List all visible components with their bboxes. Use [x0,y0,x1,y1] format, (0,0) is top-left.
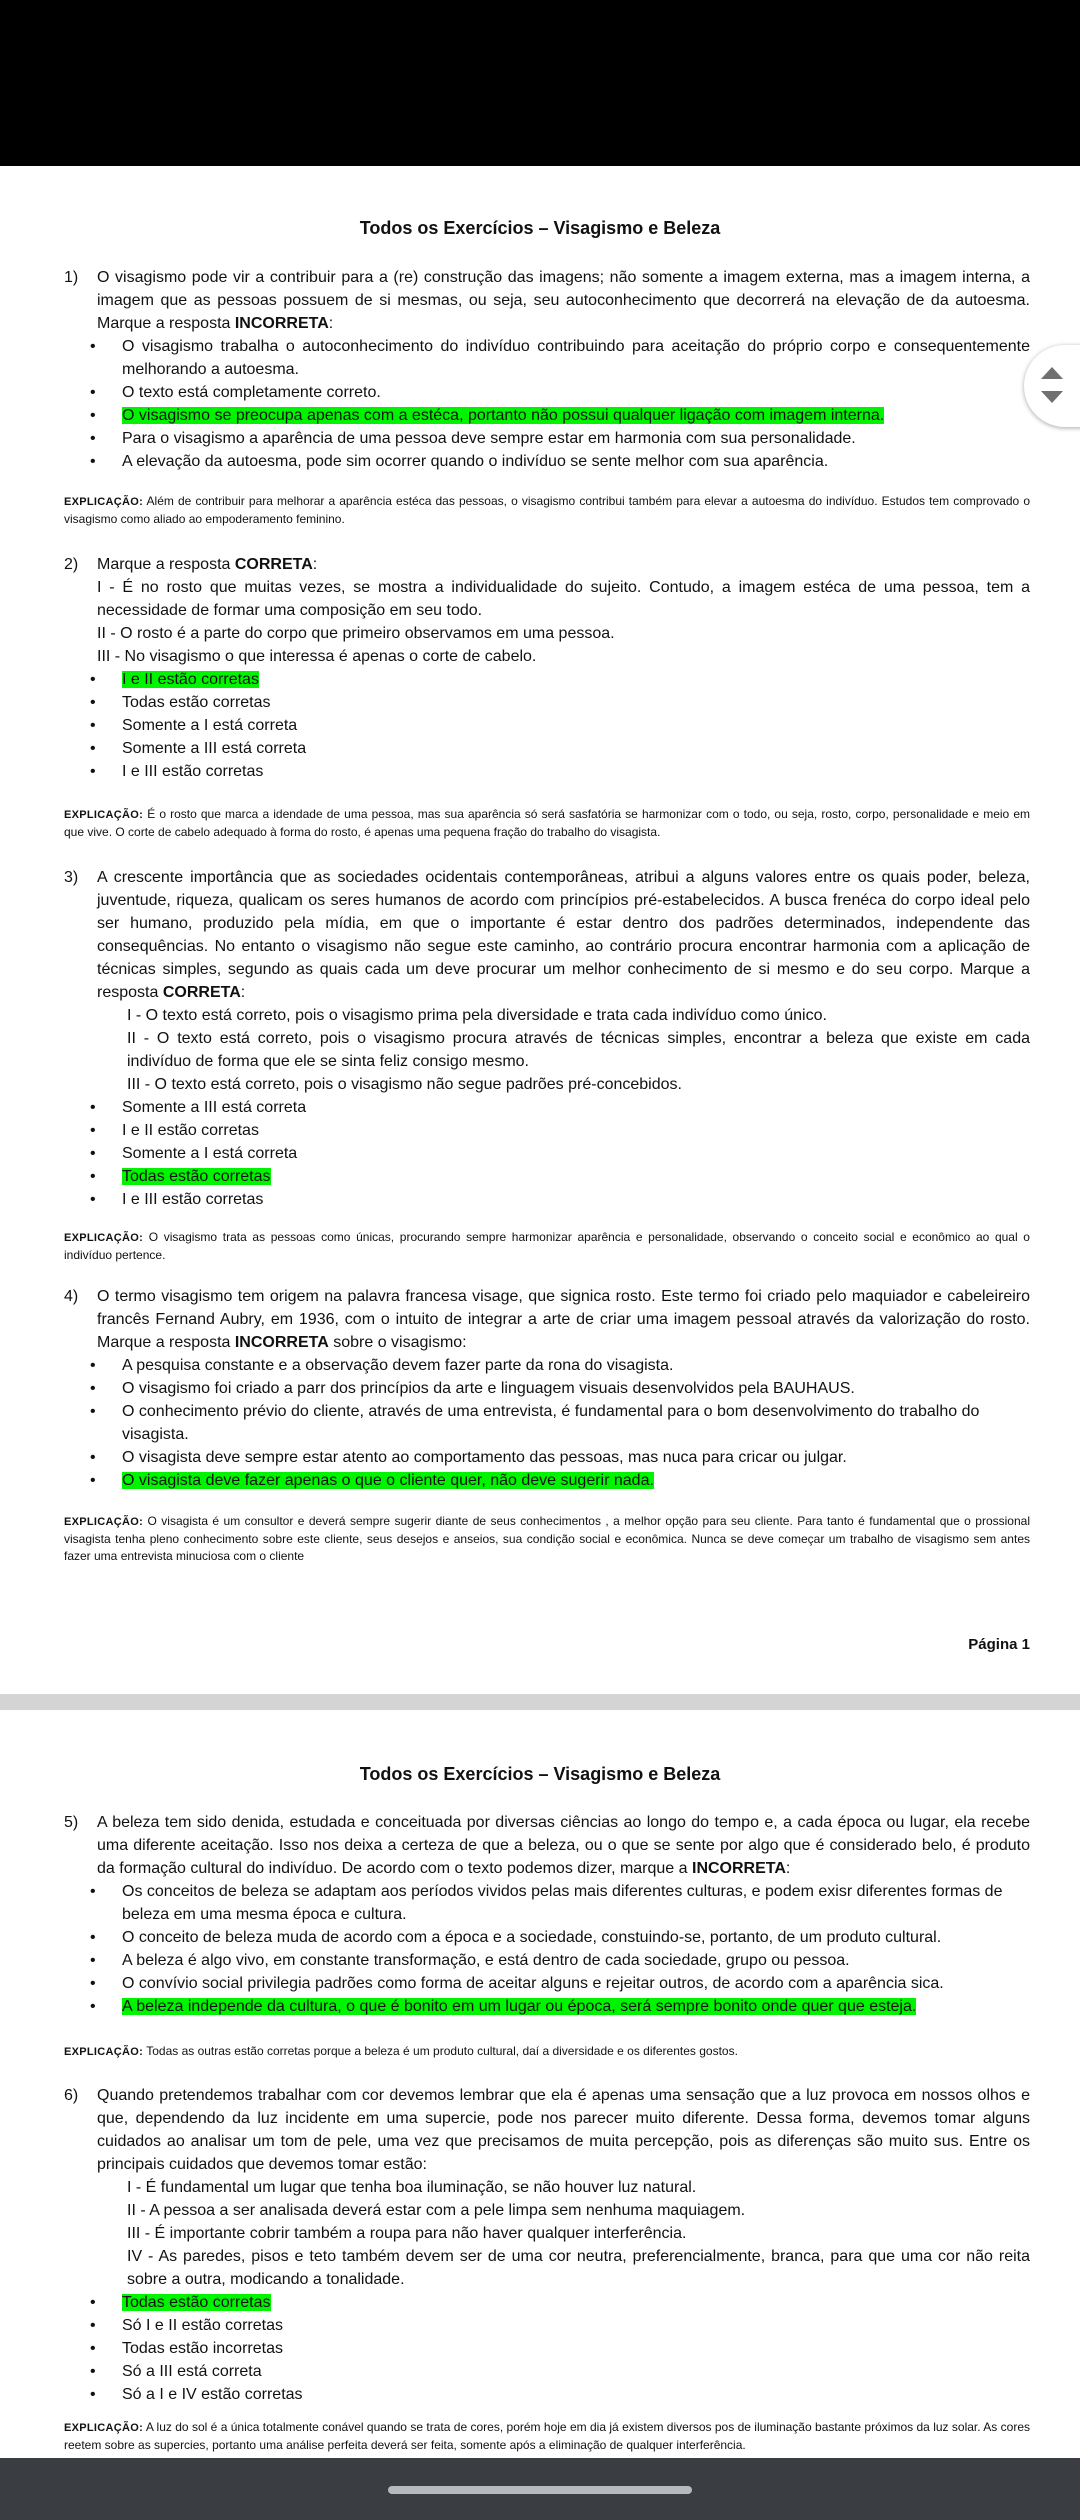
option: • A pesquisa constante e a observação devem fazer parte da rona do visagista. [122,1354,1030,1377]
question-text: A beleza tem sido denida, estudada e conceituada por diversas ciências ao longo do tempo e, a cada época ou lugar, ela recebe uma diferente aceitação. Isso nos deixa a certeza de que a beleza, ou o que se sente por algo que é considerado belo, é produto da formação cultural do indivíduo. De acordo com o texto podemos dizer, marque a [97,1814,1030,1877]
statement: I - É no rosto que muitas vezes, se mostra a individualidade do sujeito. Contudo, a imagem estéca de uma pessoa, tem a necessidade de formar uma composição em seu todo. [97,579,1030,619]
statement: III - No visagismo o que interessa é apenas o corte de cabelo. [97,648,537,665]
explanation-5 [64,2043,1030,2061]
chevron-up-icon[interactable] [1041,367,1063,379]
option: • Todas estão corretas [122,691,1030,714]
explanation-label: EXPLICAÇÃO: [64,2046,144,2058]
option: • A elevação da autoesma, pode sim ocorrer quando o indivíduo se sente melhor com sua aparência. [122,450,1030,473]
document-page-1 [0,166,1080,1694]
answer-highlight: O visagista deve fazer apenas o que o cliente quer, não deve sugerir nada. [122,1472,654,1489]
option: • O visagismo foi criado a parr dos princípios da arte e linguagem visuais desenvolvidos pela BAUHAUS. [122,1377,1030,1400]
option-list [64,1096,1030,1211]
option: • Somente a III está correta [122,737,1030,760]
question-1: 1) O visagismo pode vir a contribuir para a (re) construção das imagens; não somente a imagem externa, mas a imagem interna, a imagem que as pessoas possuem de si mesmas, ou seja, seu autoconhecimento que decorrerá na elevação de da autoesma. Marque a resposta INCORRETA: • O visagismo trabalha o autoconhecimento do indivíduo contribuindo para aceitação do próprio corpo e consequentemente melhorando a autoesma. • O texto está completamente correto. • O visagismo se preocupa apenas com a estéca, portanto não possui qualquer ligação com imagem interna. • Para o visagismo a aparência de uma pessoa deve sempre estar em harmonia com sua personalidade. • A elevação da autoesma, pode sim ocorrer quando o indivíduo se sente melhor com sua aparência. [64,266,1030,473]
top-black-bar [0,0,1080,166]
option-correct [122,404,1030,427]
option: • I e III estão corretas [122,1188,1030,1211]
option: • Somente a I está correta [122,714,1030,737]
explanation-label: EXPLICAÇÃO: [64,2422,144,2434]
explanation-label: EXPLICAÇÃO: [64,496,144,508]
navigation-bar [0,2458,1080,2520]
statement: I - O texto está correto, pois o visagismo prima pela diversidade e trata cada indivíduo como único. [127,1007,827,1024]
page-title: Todos os Exercícios – Visagismo e Beleza [359,1764,721,1784]
explanation-label: EXPLICAÇÃO: [64,809,144,821]
question-number: 3) [64,869,79,886]
option: • O texto está completamente correto. [122,381,1030,404]
question-2: 2) Marque a resposta CORRETA: I - É no rosto que muitas vezes, se mostra a individualidade do sujeito. Contudo, a imagem estéca de uma pessoa, tem a necessidade de formar uma composição em seu todo. II - O rosto é a parte do corpo que primeiro observamos em uma pessoa. III - No visagismo o que interessa é apenas o corte de cabelo. • I e II estão corretas • Todas estão corretas • Somente a I está correta • Somente a III está correta • I e III estão corretas [64,553,1030,783]
answer-highlight: Todas estão corretas [122,2294,271,2311]
question-number: 5) [64,1814,79,1831]
question-number: 1) [64,269,79,286]
explanation-label: EXPLICAÇÃO: [64,1232,144,1244]
option: • O conceito de beleza muda de acordo com a época e a sociedade, constuindo-se, portanto, de um produto cultural. [122,1926,1030,1949]
explanation-text: É o rosto que marca a idendade de uma pessoa, mas sua aparência só será sasfatória se harmonizar com o todo, ou seja, rosto, corpo, personalidade e meio em que vive. O corte de cabelo adequado à forma do rosto, é apenas uma pequena fração do trabalho do visagista. [64,807,1030,839]
option: • I e III estão corretas [122,760,1030,783]
question-text: Marque a resposta [97,556,231,573]
option-correct [122,668,1030,691]
home-gesture-bar[interactable] [388,2486,692,2494]
explanation-1 [64,493,1030,528]
explanation-3 [64,1229,1030,1264]
question-text: A crescente importância que as sociedades ocidentais contemporâneas, atribui a alguns valores entre os quais poder, beleza, juventude, riqueza, qualicam os seres humanos de acordo com princípios pré-estabelecidos. A busca frenéca do corpo ideal pelo ser humano, produzido pela mídia, em que o importante é estar dentro dos padrões determinados, independente das consequências. No entanto o visagismo não segue este caminho, ao contrário procura encontrar harmonia com a aplicação de técnicas simples, segundo as quais cada um deve procurar um melhor conhecimento de si mesmo e do seu corpo. Marque a resposta [97,869,1030,1001]
question-3: 3) A crescente importância que as sociedades ocidentais contemporâneas, atribui a alguns valores entre os quais poder, beleza, juventude, riqueza, qualicam os seres humanos de acordo com princípios pré-estabelecidos. A busca frenéca do corpo ideal pelo ser humano, produzido pela mídia, em que o importante é estar dentro dos padrões determinados, independente das consequências. No entanto o visagismo não segue este caminho, ao contrário procura encontrar harmonia com a aplicação de técnicas simples, segundo as quais cada um deve procurar um melhor conhecimento de si mesmo e do seu corpo. Marque a resposta CORRETA: I - O texto está correto, pois o visagismo prima pela diversidade e trata cada indivíduo como único. II - O texto está correto, pois o visagismo procura através de técnicas simples, encontrar a beleza que existe em cada indivíduo de forma que ele se sinta feliz consigo mesmo. III - O texto está correto, pois o visagismo não segue padrões pré-concebidos. • Somente a III está correta • I e II estão corretas • Somente a I está correta • Todas estão corretas • I e III estão corretas [64,866,1030,1211]
question-text: O termo visagismo tem origem na palavra francesa visage, que signica rosto. Este termo foi criado pelo maquiador e cabeleireiro francês Fernand Aubry, em 1936, com o intuito de integrar a arte de criar uma imagem pessoal através da valorização do rosto. Marque a resposta [97,1288,1030,1351]
option-correct [122,2291,1030,2314]
option-correct [122,1165,1030,1188]
page-title: Todos os Exercícios – Visagismo e Beleza [359,218,721,238]
option: • A beleza é algo vivo, em constante transformação, e está dentro de cada sociedade, grupo ou pessoa. [122,1949,1030,1972]
question-keyword: INCORRETA [234,1334,329,1351]
explanation-text: O visagismo trata as pessoas como únicas, procurando sempre harmonizar aparência e personalidade, observando o conceito social e econômico ao qual o indivíduo pertence. [64,1230,1030,1262]
option: • Somente a III está correta [122,1096,1030,1119]
statement: I - É fundamental um lugar que tenha boa iluminação, se não houver luz natural. [127,2179,697,2196]
option-list [64,1354,1030,1492]
option: • O visagista deve sempre estar atento ao comportamento das pessoas, mas nuca para cricar ou julgar. [122,1446,1030,1469]
statement: II - O rosto é a parte do corpo que primeiro observamos em uma pessoa. [97,625,615,642]
question-keyword: INCORRETA [692,1860,786,1877]
question-number: 4) [64,1288,79,1305]
question-keyword: CORRETA [162,984,241,1001]
question-number: 2) [64,556,79,573]
option: • I e II estão corretas [122,1119,1030,1142]
answer-highlight: I e II estão corretas [122,671,259,688]
answer-highlight: Todas estão corretas [122,1168,271,1185]
explanation-2 [64,806,1030,841]
page-number: Página 1 [968,1636,1030,1653]
option: • Só a I e IV estão corretas [122,2383,1030,2406]
option: • O conhecimento prévio do cliente, através de uma entrevista, é fundamental para o bom desenvolvimento do trabalho do visagista. [122,1400,1030,1446]
question-5: 5) A beleza tem sido denida, estudada e conceituada por diversas ciências ao longo do tempo e, a cada época ou lugar, ela recebe uma diferente aceitação. Isso nos deixa a certeza de que a beleza, ou o que se sente por algo que é considerado belo, é produto da formação cultural do indivíduo. De acordo com o texto podemos dizer, marque a INCORRETA: • Os conceitos de beleza se adaptam aos períodos vividos pelas mais diferentes culturas, e podem exisr diferentes formas de beleza em uma mesma época e cultura. • O conceito de beleza muda de acordo com a época e a sociedade, constuindo-se, portanto, de um produto cultural. • A beleza é algo vivo, em constante transformação, e está dentro de cada sociedade, grupo ou pessoa. • O convívio social privilegia padrões como forma de aceitar alguns e rejeitar outros, de acordo com a aparência sica. • A beleza independe da cultura, o que é bonito em um lugar ou época, será sempre bonito onde quer que esteja. [64,1811,1030,2018]
question-text: Quando pretendemos trabalhar com cor devemos lembrar que ela é apenas uma sensação que a luz provoca em nossos olhos e que, dependendo da luz incidente em uma supercie, pode nos parecer muito diferente. Dessa forma, devemos tomar alguns cuidados ao analisar um tom de pele, uma vez que precisamos de muita percepção, pois as diferenças são muito sus. Entre os principais cuidados que devemos tomar estão: [97,2087,1030,2173]
option: • Só I e II estão corretas [122,2314,1030,2337]
option: • Os conceitos de beleza se adaptam aos períodos vividos pelas mais diferentes culturas, e podem exisr diferentes formas de beleza em uma mesma época e cultura. [122,1880,1030,1926]
explanation-text: A luz do sol é a única totalmente conável quando se trata de cores, porém hoje em dia já existem diversos pos de iluminação bastante próximos da luz solar. As cores reetem sobre as supercies, portanto uma análise perfeita deverá ser feita, somente após a eliminação de qualquer interferência. [64,2420,1031,2452]
option-correct [122,1469,1030,1492]
statement: III - É importante cobrir também a roupa para não haver qualquer interferência. [127,2225,687,2242]
option: • Todas estão incorretas [122,2337,1030,2360]
option-list [64,2291,1030,2406]
explanation-4 [64,1513,1030,1565]
option: • Só a III está correta [122,2360,1030,2383]
option: • Para o visagismo a aparência de uma pessoa deve sempre estar em harmonia com sua personalidade. [122,427,1030,450]
option-correct [122,1995,1030,2018]
question-6 [64,2084,1030,2406]
statement: III - O texto está correto, pois o visagismo não segue padrões pré-concebidos. [127,1076,682,1093]
option: • O visagismo trabalha o autoconhecimento do indivíduo contribuindo para aceitação do próprio corpo e consequentemente melhorando a autoesma. [122,335,1030,381]
statement: II - O texto está correto, pois o visagismo procura através de técnicas simples, encontrar a beleza que existe em cada indivíduo de forma que ele se sinta feliz consigo mesmo. [127,1030,1030,1070]
page-separator [0,1694,1080,1710]
option-list [64,1880,1030,2018]
question-text: O visagismo pode vir a contribuir para a (re) construção das imagens; não somente a imagem externa, mas a imagem interna, a imagem que as pessoas possuem de si mesmas, ou seja, seu autoconhecimento que decorrerá na elevação de da autoesma. Marque a resposta [97,269,1030,332]
question-text-tail: sobre o visagismo: [333,1334,467,1351]
question-keyword: INCORRETA [234,315,329,332]
answer-highlight: A beleza independe da cultura, o que é bonito em um lugar ou época, será sempre bonito onde quer que esteja. [122,1998,917,2015]
question-number: 6) [64,2087,79,2104]
statement: IV - As paredes, pisos e teto também devem ser de uma cor neutra, preferencialmente, branca, para que uma cor não reita sobre a outra, modicando a tonalidade. [127,2248,1030,2288]
option: • O convívio social privilegia padrões como forma de aceitar alguns e rejeitar outros, de acordo com a aparência sica. [122,1972,1030,1995]
option-list [64,335,1030,473]
explanation-6 [64,2419,1030,2454]
question-4 [64,1285,1030,1492]
chevron-down-icon[interactable] [1041,391,1063,403]
question-keyword: CORRETA [234,556,313,573]
explanation-text: Além de contribuir para melhorar a aparência estéca das pessoas, o visagismo contribui também para elevar a autoesma do indivíduo. Estudos tem comprovado o visagismo como aliado ao empoderamento feminino. [64,494,1031,526]
explanation-label: EXPLICAÇÃO: [64,1516,144,1528]
explanation-text: Todas as outras estão corretas porque a beleza é um produto cultural, daí a diversidade e os diferentes gostos. [146,2044,738,2058]
option-list [64,668,1030,783]
answer-highlight: O visagismo se preocupa apenas com a estéca, portanto não possui qualquer ligação com imagem interna. [122,407,885,424]
option: • Somente a I está correta [122,1142,1030,1165]
explanation-text: O visagista é um consultor e deverá sempre sugerir diante de seus conhecimentos , a melhor opção para seu cliente. Para tanto é fundamental que o prossional visagista tenha pleno conhecimento sobre este cliente, seus desejos e anseios, sua condição social e econômica. Nunca se deve começar um trabalho de visagismo sem antes fazer uma entrevista minuciosa com o cliente [64,1514,1030,1563]
statement: II - A pessoa a ser analisada deverá estar com a pele limpa sem nenhuma maquiagem. [127,2202,746,2219]
document-page-2 [0,1710,1080,2458]
